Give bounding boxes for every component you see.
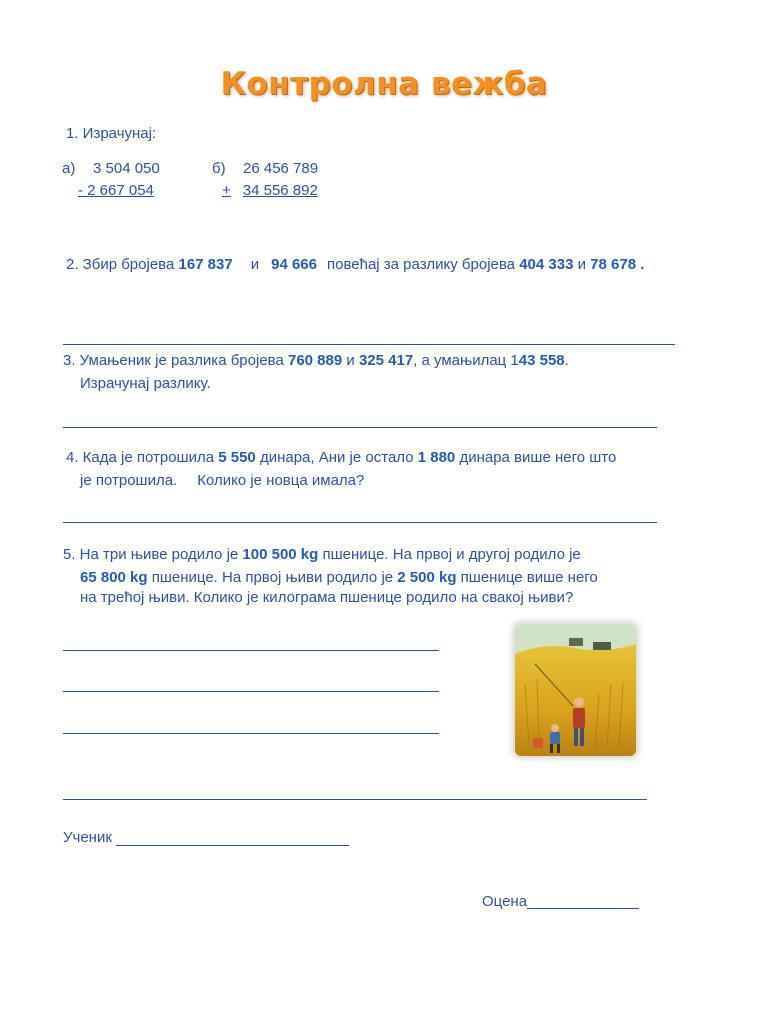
task-2-text: 2. Збир бројева 167 837 и 94 666 повећај за разлику бројева 404 333 и 78 678 . <box>66 256 645 273</box>
task-1a-top: 3 504 050 <box>93 160 160 177</box>
answer-line-task-2[interactable] <box>63 344 675 345</box>
task-1b-label: б) <box>212 160 226 177</box>
task-1b-top: 26 456 789 <box>243 160 319 177</box>
task-3-line-2: Израчунај разлику. <box>80 375 211 392</box>
task-1b-bottom: + 34 556 892 <box>222 182 318 199</box>
answer-line-task-5-4[interactable] <box>63 799 647 800</box>
student-name-line[interactable] <box>116 845 349 846</box>
grade-line[interactable] <box>527 908 639 909</box>
task-5-line-3: на трећој њиви. Колико је килограма пшенице родило на свакој њиви? <box>80 589 574 606</box>
answer-line-task-3[interactable] <box>63 427 657 428</box>
answer-line-task-5-2[interactable] <box>63 691 439 692</box>
wheat-field-illustration <box>515 624 636 756</box>
task-1a-bottom: - 2 667 054 <box>78 182 154 199</box>
student-name-label: Ученик <box>63 829 112 846</box>
task-4-line-1: 4. Када је потрошила 5 550 динара, Ани је остало 1 880 динара више него што <box>66 449 617 466</box>
answer-line-task-5-3[interactable] <box>63 733 439 734</box>
wheat-field-icon <box>515 624 636 756</box>
task-3-line-1: 3. Умањеник је разлика бројева 760 889 и 325 417, а умањилац 143 558. <box>63 352 569 369</box>
grade-label: Оцена <box>482 893 528 910</box>
answer-line-task-5-1[interactable] <box>63 650 439 651</box>
answer-line-task-4[interactable] <box>63 522 657 523</box>
task-5-line-2: 65 800 kg пшенице. На првој њиви родило је 2 500 kg пшенице више него <box>80 569 598 586</box>
task-1a-label: а) <box>62 160 76 177</box>
task-4-line-2: је потрошила. Колико је новца имала? <box>80 472 365 489</box>
task-5-line-1: 5. На три њиве родило је 100 500 kg пшенице. На првој и другој родило је <box>63 546 581 563</box>
page-title: Контролна вежба <box>220 66 548 102</box>
task-1-label: 1. Израчунај: <box>66 125 157 142</box>
